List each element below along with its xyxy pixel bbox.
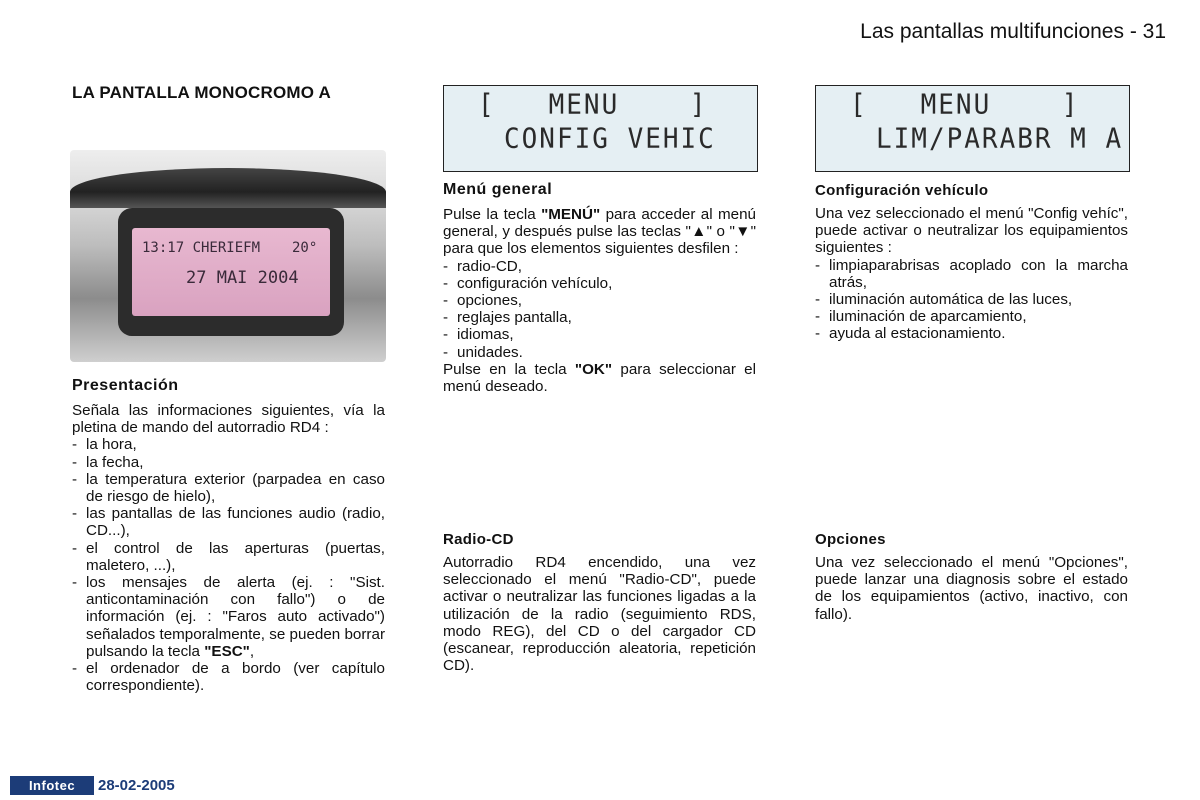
list-item: - las pantallas de las funciones audio (radio, CD...), — [72, 505, 385, 539]
radio-cd-text: Autorradio RD4 encendido, una vez seleccionado el menú "Radio-CD", puede activar o neutralizar las funciones ligadas a la utilización de la radio (seguimiento RDS, modo REG), del CD o del cargador CD (escanear, reproducción aleatoria, repetición CD). — [443, 554, 756, 675]
footer-date: 28-02-2005 — [98, 777, 175, 794]
list-item: - radio-CD, — [443, 258, 756, 275]
list-item: - iluminación automática de las luces, — [815, 291, 1128, 308]
list-item: - unidades. — [443, 344, 756, 361]
esc-key-label: "ESC" — [204, 642, 250, 660]
menu-key-label: "MENÚ" — [541, 206, 601, 223]
infotec-logo: Infotec — [10, 776, 94, 795]
radio-cd-title: Radio-CD — [443, 531, 514, 548]
dashboard-hood — [70, 168, 386, 208]
ok-key-label: "OK" — [574, 360, 613, 378]
config-vehiculo-intro: Una vez seleccionado el menú "Config vehíc", puede activar o neutralizar los equipamientos siguientes : — [815, 205, 1128, 257]
text-run: para acceder al menú general, y después pulse las teclas "▲" o "▼" para que los elementos siguientes desfilen : — [443, 206, 756, 258]
menu-general-title: Menú general — [443, 181, 553, 198]
display-screen — [132, 228, 330, 316]
opciones-title: Opciones — [815, 531, 886, 548]
section-heading: LA PANTALLA MONOCROMO A — [72, 83, 331, 102]
list-item: - la temperatura exterior (parpadea en caso de riesgo de hielo), — [72, 471, 385, 505]
list-item: - idiomas, — [443, 326, 756, 343]
radio-cd-section — [443, 530, 756, 674]
list-item: - el ordenador de a bordo (ver capítulo correspondiente). — [72, 660, 385, 694]
list-item — [72, 574, 385, 660]
lcd-value-line: LIM/PARABR M A — [876, 123, 1124, 155]
lcd-value-line: CONFIG VEHIC — [504, 123, 716, 155]
screen-line-2: 27 MAI 2004 — [186, 268, 299, 288]
screen-line-1: 13:17 CHERIEFM — [142, 240, 261, 256]
config-vehiculo-list — [815, 257, 1128, 343]
list-item-suffix: , — [249, 642, 255, 660]
lcd-config-vehic — [443, 85, 758, 172]
presentacion-list — [72, 436, 385, 694]
page-header-title: Las pantallas multifunciones - 31 — [860, 20, 1166, 43]
list-item-text: los mensajes de alerta (ej. : "Sist. anticontaminación con fallo") o de información (ej. : "Faros auto activado") señalados temporalmente, se pueden borrar pulsando la tecla — [86, 574, 385, 660]
menu-general-list — [443, 258, 756, 361]
presentacion-intro: Señala las informaciones siguientes, vía la pletina de mando del autorradio RD4 : — [72, 402, 385, 437]
car-display-photo — [70, 150, 386, 362]
menu-general-ok — [443, 361, 756, 395]
list-item: - reglajes pantalla, — [443, 309, 756, 326]
config-vehiculo-section — [815, 181, 1128, 343]
list-item: - la hora, — [72, 436, 385, 453]
lcd-menu-line: [ MENU ] — [850, 89, 1080, 121]
list-item: - limpiaparabrisas acoplado con la marcha atrás, — [815, 257, 1128, 291]
list-item: - ayuda al estacionamiento. — [815, 325, 1128, 342]
config-vehiculo-title: Configuración vehículo — [815, 182, 989, 199]
list-item: - la fecha, — [72, 454, 385, 471]
list-item: - el control de las aperturas (puertas, maletero, ...), — [72, 540, 385, 574]
lcd-lim-parabr — [815, 85, 1130, 172]
text-run: Pulse en la tecla — [443, 360, 575, 378]
menu-general-section — [443, 180, 756, 395]
opciones-section — [815, 530, 1128, 623]
list-item: - configuración vehículo, — [443, 275, 756, 292]
menu-general-intro — [443, 206, 756, 258]
text-run: Pulse la tecla — [443, 206, 542, 223]
screen-temperature: 20° — [292, 240, 318, 256]
list-item: - opciones, — [443, 292, 756, 309]
opciones-text: Una vez seleccionado el menú "Opciones", puede lanzar una diagnosis sobre el estado de los equipamientos (activo, inactivo, con fallo). — [815, 554, 1128, 623]
text-run: para seleccionar el menú deseado. — [443, 360, 756, 396]
lcd-menu-line: [ MENU ] — [478, 89, 708, 121]
presentacion-title: Presentación — [72, 377, 179, 394]
list-item: - iluminación de aparcamiento, — [815, 308, 1128, 325]
presentacion-section — [72, 376, 385, 694]
